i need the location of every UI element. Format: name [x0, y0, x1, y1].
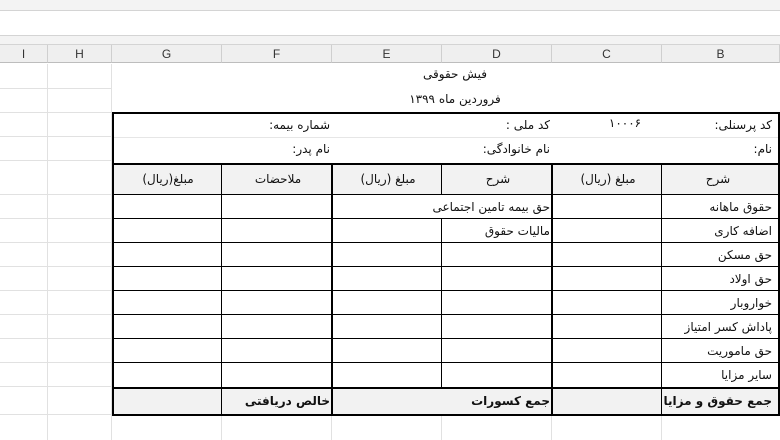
- benefit-item[interactable]: حق ماموریت: [707, 344, 772, 358]
- family-name-label: نام خانوادگی:: [482, 142, 550, 156]
- insurance-number-label: شماره بیمه:: [269, 118, 330, 132]
- total-benefits-label: جمع حقوق و مزایا: [663, 394, 772, 408]
- column-letter: B: [716, 47, 725, 61]
- notes-header: ملاحضات: [254, 172, 302, 186]
- benefit-item[interactable]: پاداش کسر امتیاز: [684, 320, 772, 334]
- column-letter: I: [21, 47, 26, 61]
- deductions-desc-header: شرح: [485, 172, 511, 186]
- formula-bar[interactable]: [0, 11, 780, 36]
- column-header-F[interactable]: [222, 45, 332, 63]
- column-letter: F: [272, 47, 281, 61]
- personnel-code-value[interactable]: ۱۰۰۰۶: [608, 116, 642, 130]
- benefit-item[interactable]: اضافه کاری: [714, 224, 772, 238]
- ribbon-area: [0, 0, 780, 11]
- national-code-label: کد ملی :: [505, 118, 550, 132]
- column-header-G[interactable]: [112, 45, 222, 63]
- benefit-item[interactable]: حق اولاد: [729, 272, 772, 286]
- notes-amount-header: مبلغ(ریال): [142, 172, 194, 186]
- personnel-code-label: کد پرسنلی:: [714, 118, 772, 132]
- benefit-item[interactable]: حقوق ماهانه: [709, 200, 772, 214]
- toolbar-gap: [0, 36, 780, 45]
- column-header-D[interactable]: [442, 45, 552, 63]
- column-letter: H: [75, 47, 84, 61]
- deduction-item[interactable]: مالیات حقوق: [484, 224, 550, 238]
- deduction-item[interactable]: حق بیمه تامین اجتماعی: [432, 200, 550, 214]
- column-header-E[interactable]: [332, 45, 442, 63]
- benefit-item[interactable]: حق مسکن: [717, 248, 772, 262]
- benefits-desc-header: شرح: [705, 172, 731, 186]
- column-header-C[interactable]: [552, 45, 662, 63]
- name-label: نام:: [753, 142, 772, 156]
- deductions-amount-header: مبلغ (ریال): [360, 172, 416, 186]
- payslip-period: فروردین ماه ۱۳۹۹: [409, 92, 501, 106]
- column-header-B[interactable]: [662, 45, 780, 63]
- column-header-I[interactable]: [0, 45, 48, 63]
- column-header-H[interactable]: [48, 45, 112, 63]
- benefits-amount-header: مبلغ (ریال): [580, 172, 636, 186]
- net-pay-label: خالص دریافتی: [244, 394, 330, 408]
- payslip-title: فیش حقوقی: [423, 67, 487, 81]
- total-deductions-label: جمع کسورات: [471, 394, 550, 408]
- column-letter: G: [161, 47, 172, 61]
- column-letter: D: [492, 47, 501, 61]
- benefit-item[interactable]: سایر مزایا: [721, 368, 772, 382]
- column-letter: E: [382, 47, 391, 61]
- benefit-item[interactable]: خواروبار: [730, 296, 772, 310]
- column-letter: C: [602, 47, 611, 61]
- father-name-label: نام پدر:: [292, 142, 330, 156]
